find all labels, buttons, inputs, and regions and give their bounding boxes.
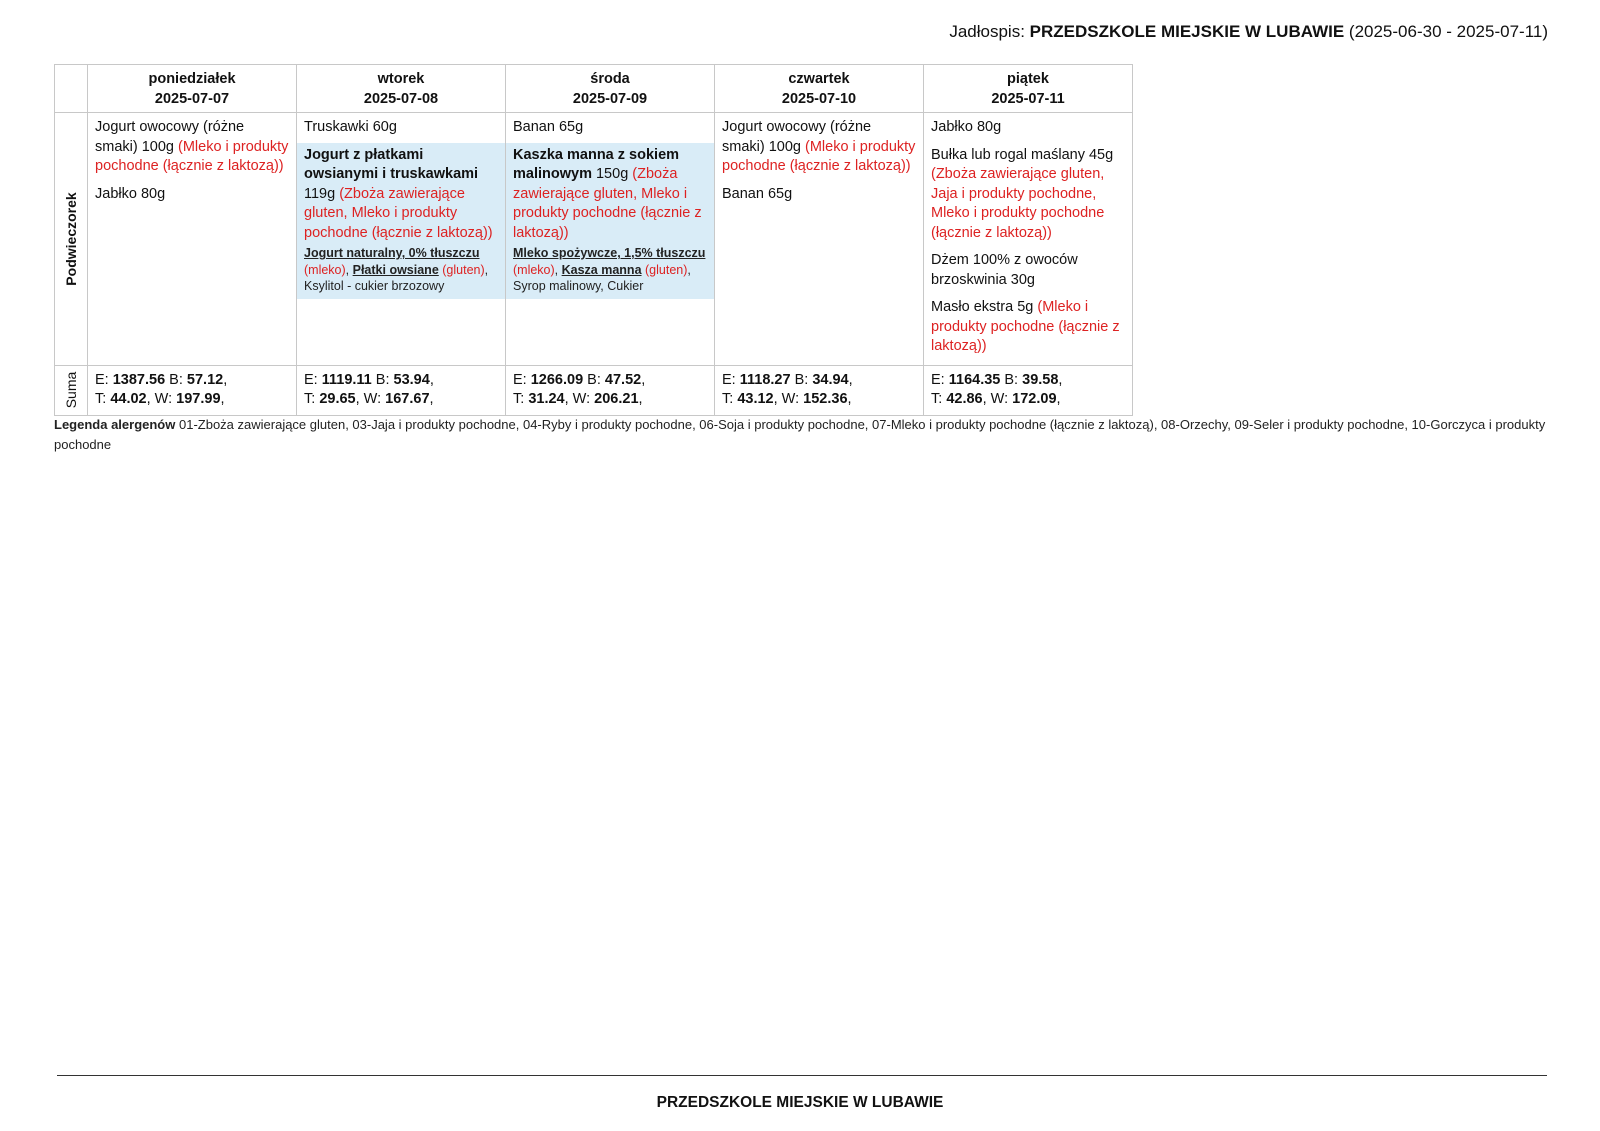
energy-value: 1164.35 bbox=[948, 371, 1001, 388]
day-header-thursday bbox=[715, 65, 924, 113]
legend-title: Legenda alergenów bbox=[54, 417, 176, 432]
meal-cell-wednesday bbox=[506, 113, 715, 366]
item-allergens: (Mleko i produkty pochodne (łącznie z laktozą)) bbox=[931, 299, 1120, 354]
fat-label: T: bbox=[722, 391, 738, 407]
fat-label: T: bbox=[513, 391, 529, 407]
carbs-label: , W: bbox=[146, 391, 177, 407]
fat-value: 42.86 bbox=[946, 391, 983, 407]
ingredient-name: Płatki owsiane bbox=[352, 262, 439, 277]
separator: , bbox=[641, 371, 646, 388]
meal-cell-tuesday bbox=[297, 113, 506, 366]
meal-cell-monday bbox=[88, 113, 297, 366]
carbs-value: 206.21 bbox=[594, 391, 639, 407]
fat-value: 44.02 bbox=[110, 391, 147, 407]
fat-value: 43.12 bbox=[737, 391, 774, 407]
ingredient-allergen: (gluten) bbox=[438, 262, 485, 277]
separator: , bbox=[1058, 371, 1063, 388]
fat-label: T: bbox=[931, 391, 947, 407]
separator: , bbox=[847, 391, 852, 407]
protein-label: B: bbox=[790, 371, 813, 388]
separator: , bbox=[429, 371, 434, 388]
meal-cell-thursday bbox=[715, 113, 924, 366]
separator: , bbox=[848, 371, 853, 388]
day-header-wednesday bbox=[506, 65, 715, 113]
day-header-row bbox=[55, 65, 1133, 113]
menu-table bbox=[54, 64, 1133, 416]
protein-label: B: bbox=[1000, 371, 1023, 388]
menu-item bbox=[931, 118, 1125, 138]
menu-item bbox=[95, 118, 289, 177]
day-date: 2025-07-10 bbox=[781, 91, 857, 107]
energy-value: 1118.27 bbox=[739, 371, 791, 388]
dish-allergens: (Zboża zawierające gluten, Mleko i produkty pochodne (łącznie z laktozą)) bbox=[513, 166, 702, 241]
ingredient-separator: , bbox=[554, 262, 562, 277]
sum-cell-monday bbox=[88, 365, 297, 415]
sum-cell-tuesday bbox=[297, 365, 506, 415]
item-text: Truskawki 60g bbox=[304, 119, 397, 135]
day-name: środa bbox=[590, 71, 630, 87]
carbs-label: , W: bbox=[564, 391, 595, 407]
title-prefix: Jadłospis: bbox=[949, 22, 1030, 41]
highlighted-dish bbox=[506, 143, 714, 299]
sum-cell-wednesday bbox=[506, 365, 715, 415]
energy-value: 1266.09 bbox=[530, 371, 584, 388]
ingredient-name: Kasza manna bbox=[561, 262, 642, 277]
meal-cell-friday bbox=[924, 113, 1133, 366]
item-allergens: (Mleko i produkty pochodne (łącznie z laktozą)) bbox=[722, 138, 916, 174]
menu-item bbox=[722, 185, 916, 205]
day-date: 2025-07-08 bbox=[363, 91, 439, 107]
ingredient-name: Mleko spożywcze, 1,5% tłuszczu bbox=[513, 246, 706, 260]
item-text: Banan 65g bbox=[722, 185, 793, 202]
highlighted-dish bbox=[297, 143, 505, 299]
meal-row-podwieczorek bbox=[55, 113, 1133, 366]
row-label-sum: Suma bbox=[63, 371, 79, 409]
item-text: Bułka lub rogal maślany 45g bbox=[931, 146, 1114, 163]
energy-label: E: bbox=[722, 371, 740, 388]
menu-item bbox=[722, 118, 916, 177]
separator: , bbox=[429, 391, 434, 407]
protein-value: 47.52 bbox=[604, 371, 642, 388]
protein-value: 53.94 bbox=[393, 371, 430, 388]
carbs-label: , W: bbox=[982, 391, 1013, 407]
fat-value: 31.24 bbox=[528, 391, 565, 407]
document-title bbox=[949, 22, 1548, 42]
menu-item bbox=[297, 113, 505, 138]
day-date: 2025-07-11 bbox=[991, 91, 1065, 107]
protein-label: B: bbox=[371, 371, 394, 388]
fat-label: T: bbox=[95, 391, 111, 407]
fat-label: T: bbox=[304, 391, 320, 407]
fat-value: 29.65 bbox=[319, 391, 356, 407]
energy-value: 1387.56 bbox=[112, 371, 166, 388]
item-allergens: (Zboża zawierające gluten, Jaja i produkty pochodne, Mleko i produkty pochodne (łącznie z laktozą)) bbox=[931, 166, 1105, 241]
ingredient-name: Jogurt naturalny, 0% tłuszczu bbox=[304, 246, 480, 260]
energy-label: E: bbox=[931, 371, 949, 388]
item-text: Jabłko 80g bbox=[931, 119, 1002, 135]
day-date: 2025-07-07 bbox=[154, 91, 230, 107]
protein-value: 34.94 bbox=[812, 371, 849, 388]
sum-cell-thursday bbox=[715, 365, 924, 415]
separator: , bbox=[220, 391, 225, 407]
row-label-cell bbox=[55, 365, 88, 415]
carbs-value: 172.09 bbox=[1012, 391, 1057, 407]
ingredient-separator: , bbox=[345, 262, 353, 277]
item-text: Banan 65g bbox=[513, 119, 584, 135]
row-label-meal: Podwieczorek bbox=[63, 192, 79, 286]
separator: , bbox=[638, 391, 643, 407]
legend-text: 01-Zboża zawierające gluten, 03-Jaja i produkty pochodne, 04-Ryby i produkty pochodne, 06-Soja i produkty pochodne, 07-Mleko i produkty pochodne (łącznie z laktozą), 08-Orzechy, 09-Seler i produkty pochodne, 10-Gorczyca i produkty pochodne bbox=[54, 417, 1546, 452]
carbs-label: , W: bbox=[773, 391, 804, 407]
corner-cell bbox=[55, 65, 88, 113]
dish-quantity: 119g bbox=[304, 185, 340, 202]
item-text: Jabłko 80g bbox=[95, 185, 166, 202]
energy-value: 1119.11 bbox=[321, 371, 372, 388]
item-text: Dżem 100% z owoców brzoskwinia 30g bbox=[931, 252, 1078, 288]
ingredient-allergen: (mleko) bbox=[513, 262, 555, 277]
day-header-tuesday bbox=[297, 65, 506, 113]
title-organization: PRZEDSZKOLE MIEJSKIE W LUBAWIE bbox=[1029, 22, 1345, 41]
item-allergens: (Mleko i produkty pochodne (łącznie z laktozą)) bbox=[95, 138, 289, 174]
carbs-value: 167.67 bbox=[385, 391, 430, 407]
dish-name: Kaszka manna z sokiem malinowym bbox=[513, 146, 680, 182]
ingredient-rest: , Ksylitol - cukier brzozowy bbox=[304, 262, 489, 293]
day-date: 2025-07-09 bbox=[572, 91, 648, 107]
day-name: czwartek bbox=[788, 71, 850, 87]
footer-organization: PRZEDSZKOLE MIEJSKIE W LUBAWIE bbox=[656, 1094, 944, 1111]
protein-label: B: bbox=[165, 371, 187, 388]
separator: , bbox=[1056, 391, 1061, 407]
title-date-range: (2025-06-30 - 2025-07-11) bbox=[1344, 22, 1548, 41]
energy-label: E: bbox=[513, 371, 531, 388]
day-header-monday bbox=[88, 65, 297, 113]
energy-label: E: bbox=[95, 371, 113, 388]
ingredient-allergen: (mleko) bbox=[304, 262, 346, 277]
item-text: Jogurt owocowy (różne smaki) 100g bbox=[95, 119, 245, 155]
ingredient-rest: , Syrop malinowy, Cukier bbox=[513, 262, 691, 293]
dish-ingredients bbox=[304, 245, 498, 295]
menu-item bbox=[931, 298, 1125, 357]
separator: , bbox=[223, 371, 228, 388]
sum-row bbox=[55, 365, 1133, 415]
protein-value: 39.58 bbox=[1022, 371, 1059, 388]
day-name: piątek bbox=[1007, 71, 1049, 87]
day-name: poniedziałek bbox=[148, 71, 236, 87]
ingredient-allergen: (gluten) bbox=[641, 262, 688, 277]
menu-item bbox=[931, 251, 1125, 290]
footer-divider bbox=[57, 1075, 1547, 1076]
item-text: Masło ekstra 5g bbox=[931, 299, 1038, 315]
protein-value: 57.12 bbox=[186, 371, 224, 388]
energy-label: E: bbox=[304, 371, 322, 388]
dish-ingredients bbox=[513, 245, 707, 295]
menu-item bbox=[506, 113, 714, 138]
carbs-value: 152.36 bbox=[803, 391, 848, 407]
row-label-cell bbox=[55, 113, 88, 366]
carbs-label: , W: bbox=[355, 391, 386, 407]
day-name: wtorek bbox=[377, 71, 425, 87]
dish-quantity: 150g bbox=[591, 166, 633, 182]
menu-item bbox=[95, 185, 289, 205]
dish-allergens: (Zboża zawierające gluten, Mleko i produkty pochodne (łącznie z laktozą)) bbox=[304, 185, 493, 241]
day-header-friday bbox=[924, 65, 1133, 113]
carbs-value: 197.99 bbox=[176, 391, 221, 407]
dish-name: Jogurt z płatkami owsianymi i truskawkami bbox=[304, 146, 479, 182]
sum-cell-friday bbox=[924, 365, 1133, 415]
allergen-legend bbox=[54, 415, 1554, 455]
menu-item bbox=[931, 146, 1125, 244]
protein-label: B: bbox=[583, 371, 605, 388]
item-text: Jogurt owocowy (różne smaki) 100g bbox=[722, 119, 872, 155]
